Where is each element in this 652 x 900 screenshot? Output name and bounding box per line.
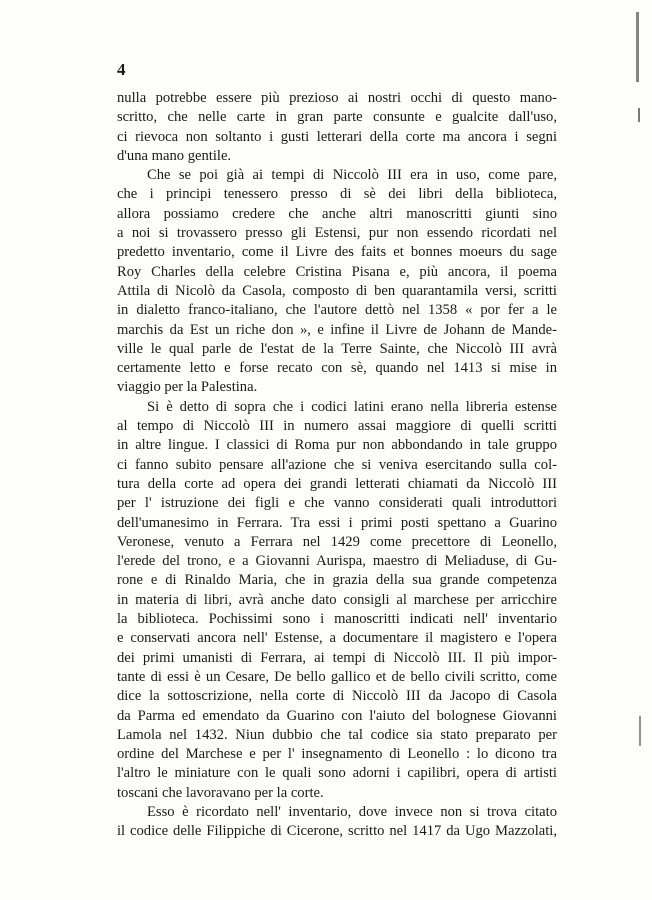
text-line: in dialetto franco-italiano, che l'autore dettò nel 1358 « por fer a le	[117, 302, 557, 319]
paragraph-4	[117, 803, 557, 842]
scan-edge-mark	[636, 12, 639, 82]
text-line: per l' istruzione dei figli e che vanno considerati quali introduttori	[117, 495, 557, 512]
paragraph-1	[117, 89, 557, 166]
text-line: che i principi tenessero presso di sè dei libri della biblioteca,	[117, 186, 557, 203]
text-line: e conservati ancora nell' Estense, a documentare il magistero e l'opera	[117, 630, 557, 647]
text-line: ville le qual parle de l'estat de la Terre Sainte, che Niccolò III avrà	[117, 340, 557, 357]
text-line: tura della corte ad opera dei grandi letterati chiamati da Niccolò III	[117, 475, 557, 492]
body-text	[117, 89, 557, 842]
text-line: da Parma ed emendato da Guarino con l'aiuto del bolognese Giovanni	[117, 707, 557, 724]
text-line: Si è detto di sopra che i codici latini erano nella libreria estense	[147, 398, 557, 415]
text-line: ci fanno subito pensare all'azione che si veniva esercitando sulla col-	[117, 456, 557, 473]
text-line: l'altro le miniature con le quali sono adorni i capilibri, opera di artisti	[117, 765, 557, 782]
scan-edge-mark	[639, 716, 641, 746]
paragraph-2	[117, 166, 557, 398]
text-line: marchis da Est un riche don », e infine il Livre de Johann de Mande-	[117, 321, 557, 338]
paragraph-3	[117, 398, 557, 803]
page-number: 4	[117, 60, 126, 79]
text-line: Roy Charles della celebre Cristina Pisana e, più ancora, il poema	[117, 263, 557, 280]
text-line: toscani che lavoravano per la corte.	[117, 784, 324, 801]
text-line: Che se poi già ai tempi di Niccolò III era in uso, come pare,	[147, 167, 557, 184]
text-line: predetto inventario, come il Livre des faits et bonnes moeurs du sage	[117, 244, 557, 261]
text-line: a noi si trovassero presso gli Estensi, pur non essendo ricordati nel	[117, 225, 557, 242]
text-line: scritto, che nelle carte in gran parte consunte e gualcite dall'uso,	[117, 109, 557, 126]
text-line: Esso è ricordato nell' inventario, dove invece non si trova citato	[147, 803, 557, 820]
text-line: tante di essi è un Cesare, De bello gallico et de bello civili scritto, come	[117, 668, 557, 685]
text-line: la biblioteca. Pochissimi sono i manoscritti indicati nell' inventario	[117, 611, 557, 628]
text-line: dei primi umanisti di Ferrara, ai tempi di Niccolò III. Il più impor-	[117, 649, 557, 666]
text-line: l'erede del trono, e a Giovanni Aurispa, maestro di Meliaduse, di Gu-	[117, 553, 557, 570]
text-line: dice la sottoscrizione, nella corte di Niccolò III da Jacopo di Casola	[117, 688, 557, 705]
text-line: ci rievoca non soltanto i gusti letterari della corte ma ancora i segni	[117, 128, 557, 145]
text-line: in altre lingue. I classici di Roma pur non abbondando in tale gruppo	[117, 437, 557, 454]
text-line: al tempo di Niccolò III in numero assai maggiore di quelli scritti	[117, 418, 557, 435]
text-line: dell'umanesimo in Ferrara. Tra essi i primi posti spettano a Guarino	[117, 514, 557, 531]
text-line: in materia di libri, avrà anche dato consigli al marchese per arricchire	[117, 591, 557, 608]
text-line: nulla potrebbe essere più prezioso ai nostri occhi di questo mano-	[117, 90, 557, 106]
text-line: allora possiamo credere che anche altri manoscritti giunti sino	[117, 205, 557, 222]
text-line: ordine del Marchese e per l' insegnamento di Leonello : lo dicono tra	[117, 746, 557, 763]
text-line: d'una mano gentile.	[117, 147, 232, 164]
text-line: Lamola nel 1432. Niun dubbio che tal codice sia stato preparato per	[117, 726, 557, 743]
text-line: viaggio per la Palestina.	[117, 379, 258, 396]
text-line: rone e di Rinaldo Maria, che in grazia della sua grande competenza	[117, 572, 557, 589]
text-line: Veronese, venuto a Ferrara nel 1429 come precettore di Leonello,	[117, 533, 557, 550]
text-line: Attila di Nicolò da Casola, composto di ben quarantamila versi, scritti	[117, 282, 557, 299]
text-line: certamente letto e forse recato con sè, quando nel 1413 si mise in	[117, 360, 557, 377]
scan-edge-mark	[638, 108, 640, 122]
text-line: il codice delle Filippiche di Cicerone, scritto nel 1417 da Ugo Mazzolati,	[117, 823, 557, 840]
